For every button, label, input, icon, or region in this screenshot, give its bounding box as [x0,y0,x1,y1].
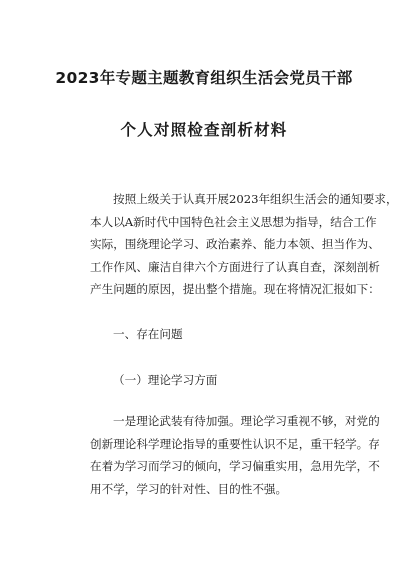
intro-line: 工作作风、廉洁自律六个方面进行了认真自查，深刻剖析 [90,259,380,274]
intro-line: 产生问题的原因，提出整个措施。现在将情况汇报如下： [90,282,380,296]
body-line: 在着为学习而学习的倾向，学习偏重实用，急用先学，不 [90,459,380,473]
intro-line: 本人以A新时代中国特色社会主义思想为指导，结合工作 [90,214,377,229]
intro-line: 实际，围绕理论学习、政治素养、能力本领、担当作为、 [90,237,380,251]
section-heading: 一、存在问题 [113,327,183,341]
subsection-heading: （一）理论学习方面 [113,373,218,387]
intro-line: 按照上级关于认真开展2023年组织生活会的通知要求， [113,192,398,206]
body-paragraph [90,410,380,500]
body-line: 用不学，学习的针对性、目的性不强。 [90,481,288,496]
body-line: 一是理论武装有待加强。理论学习重视不够，对党的 [113,414,380,428]
intro-paragraph [90,188,398,301]
body-line: 创新理论科学理论指导的重要性认识不足，重干轻学。存 [90,436,380,451]
document-title-line-2: 个人对照检查剖析材料 [120,121,288,139]
document-title-line-1: 2023年专题主题教育组织生活会党员干部 [55,69,353,87]
